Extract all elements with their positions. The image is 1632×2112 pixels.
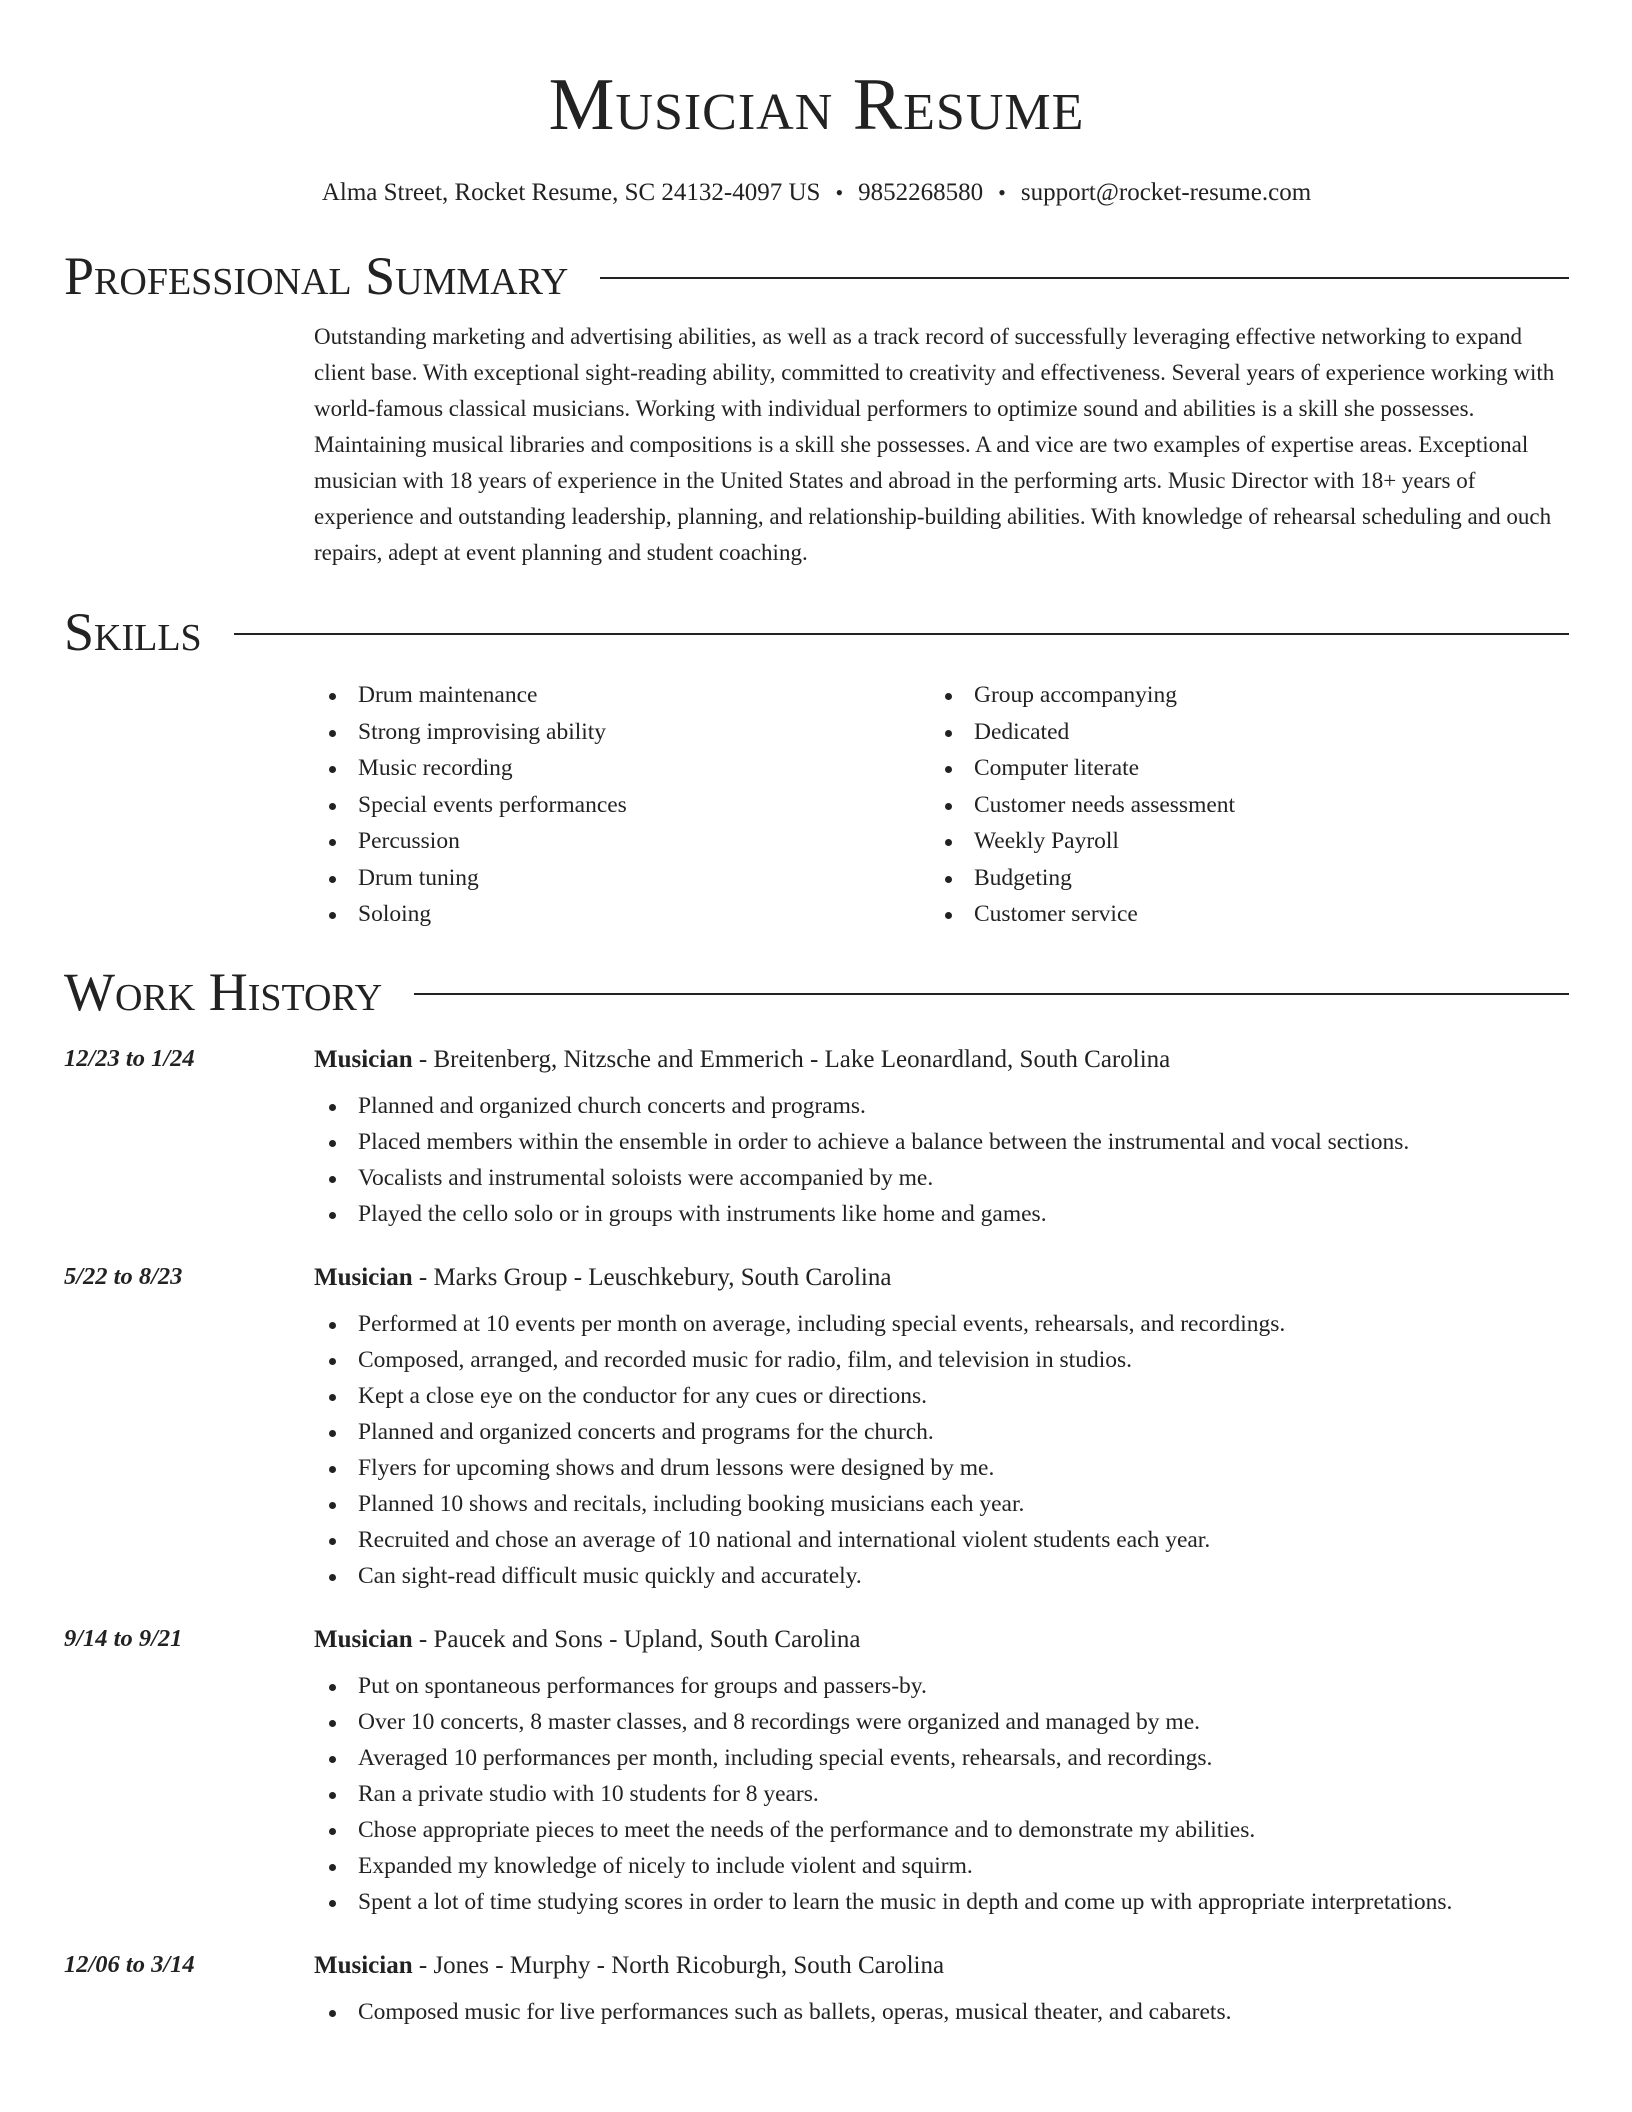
job-entry	[64, 1950, 1569, 2030]
skill-item: Group accompanying	[974, 677, 1546, 714]
skill-item: Customer needs assessment	[974, 787, 1546, 824]
skill-item: Dedicated	[974, 714, 1546, 751]
job-dates: 12/06 to 3/14	[64, 1950, 195, 1978]
work-section-header	[64, 961, 1569, 1022]
skills-heading: Skills	[64, 602, 202, 662]
resume-title: Musician Resume	[548, 64, 1085, 146]
job-title	[314, 1265, 1569, 1290]
job-duty: Expanded my knowledge of nicely to include violent and squirm.	[358, 1848, 1569, 1884]
skill-item: Special events performances	[358, 787, 930, 824]
section-divider	[600, 277, 1569, 279]
job-duty: Ran a private studio with 10 students for 8 years.	[358, 1776, 1569, 1812]
skill-item: Strong improvising ability	[358, 714, 930, 751]
summary-text: Outstanding marketing and advertising abilities, as well as a track record of successfully leveraging effective networking to expand client base. With exceptional sight-reading ability, committed to creativity and effectiveness. Several years of experience working with world-famous classical musicians. Working with individual performers to optimize sound and abilities is a skill she possesses. Maintaining musical libraries and compositions is a skill she possesses. A and vice are two examples of expertise areas. Exceptional musician with 18 years of experience in the United States and abroad in the performing arts. Music Director with 18+ years of experience and outstanding leadership, planning, and relationship-building abilities. With knowledge of rehearsal scheduling and ouch repairs, adept at event planning and student coaching.	[314, 324, 1555, 565]
job-duty: Can sight-read difficult music quickly and accurately.	[358, 1558, 1569, 1594]
skill-item: Percussion	[358, 823, 930, 860]
work-history-list	[64, 1044, 1569, 2030]
work-heading: Work History	[64, 961, 383, 1022]
job-title	[314, 1047, 1569, 1072]
job-dates: 5/22 to 8/23	[64, 1262, 183, 1290]
job-duty: Recruited and chose an average of 10 national and international violent students each year.	[358, 1522, 1569, 1558]
job-duty: Spent a lot of time studying scores in order to learn the music in depth and come up with appropriate interpretations.	[358, 1884, 1569, 1920]
job-duty: Flyers for upcoming shows and drum lessons were designed by me.	[358, 1450, 1569, 1486]
job-role: Musician	[314, 1263, 413, 1291]
job-duties	[314, 1088, 1569, 1232]
skills-column-right	[930, 677, 1546, 933]
job-duty: Averaged 10 performances per month, including special events, rehearsals, and recordings.	[358, 1740, 1569, 1776]
skills-list	[314, 677, 1569, 933]
skill-item: Computer literate	[974, 750, 1546, 787]
job-employer: - Paucek and Sons - Upland, South Carolina	[412, 1625, 861, 1653]
job-duties	[314, 1994, 1569, 2030]
job-duty: Composed music for live performances such as ballets, operas, musical theater, and cabarets.	[358, 1994, 1569, 2030]
job-dates: 12/23 to 1/24	[64, 1044, 195, 1072]
contact-separator: •	[835, 179, 844, 205]
skill-item: Drum maintenance	[358, 677, 930, 714]
job-duty: Vocalists and instrumental soloists were accompanied by me.	[358, 1160, 1569, 1196]
job-entry	[64, 1044, 1569, 1232]
contact-line	[64, 180, 1569, 205]
job-duty: Composed, arranged, and recorded music for radio, film, and television in studios.	[358, 1342, 1569, 1378]
skills-column-left	[314, 677, 930, 933]
job-duty: Put on spontaneous performances for groups and passers-by.	[358, 1668, 1569, 1704]
contact-separator: •	[998, 179, 1006, 205]
job-entry	[64, 1262, 1569, 1594]
job-role: Musician	[314, 1625, 413, 1653]
skill-item: Customer service	[974, 896, 1546, 933]
job-employer: - Jones - Murphy - North Ricoburgh, South Carolina	[412, 1951, 945, 1979]
job-duty: Planned and organized concerts and programs for the church.	[358, 1414, 1569, 1450]
job-duty: Kept a close eye on the conductor for any cues or directions.	[358, 1378, 1569, 1414]
section-divider	[234, 633, 1569, 635]
job-role: Musician	[314, 1045, 413, 1073]
job-role: Musician	[314, 1951, 413, 1979]
job-title	[314, 1953, 1569, 1978]
skill-item: Weekly Payroll	[974, 823, 1546, 860]
job-duty: Over 10 concerts, 8 master classes, and 8 recordings were organized and managed by me.	[358, 1704, 1569, 1740]
summary-heading: Professional Summary	[64, 246, 569, 306]
job-duty: Chose appropriate pieces to meet the needs of the performance and to demonstrate my abilities.	[358, 1812, 1569, 1848]
contact-phone: 9852268580	[858, 179, 984, 206]
job-duty: Planned 10 shows and recitals, including booking musicians each year.	[358, 1486, 1569, 1522]
section-divider	[414, 993, 1569, 995]
job-duties	[314, 1668, 1569, 1920]
job-entry	[64, 1624, 1569, 1920]
skill-item: Music recording	[358, 750, 930, 787]
job-employer: - Breitenberg, Nitzsche and Emmerich - Lake Leonardland, South Carolina	[412, 1045, 1171, 1073]
job-duties	[314, 1306, 1569, 1594]
job-dates: 9/14 to 9/21	[64, 1624, 183, 1652]
job-duty: Planned and organized church concerts and programs.	[358, 1088, 1569, 1124]
job-duty: Played the cello solo or in groups with instruments like home and games.	[358, 1196, 1569, 1232]
job-duty: Performed at 10 events per month on average, including special events, rehearsals, and recordings.	[358, 1306, 1569, 1342]
skill-item: Budgeting	[974, 860, 1546, 897]
skill-item: Drum tuning	[358, 860, 930, 897]
job-duty: Placed members within the ensemble in order to achieve a balance between the instrumental and vocal sections.	[358, 1124, 1569, 1160]
job-title	[314, 1627, 1569, 1652]
skills-section-header	[64, 602, 1569, 662]
summary-section-header	[64, 246, 1569, 306]
contact-email: support@rocket-resume.com	[1020, 179, 1312, 206]
skill-item: Soloing	[358, 896, 930, 933]
contact-address: Alma Street, Rocket Resume, SC 24132-4097 US	[321, 179, 821, 206]
job-employer: - Marks Group - Leuschkebury, South Carolina	[412, 1263, 892, 1291]
